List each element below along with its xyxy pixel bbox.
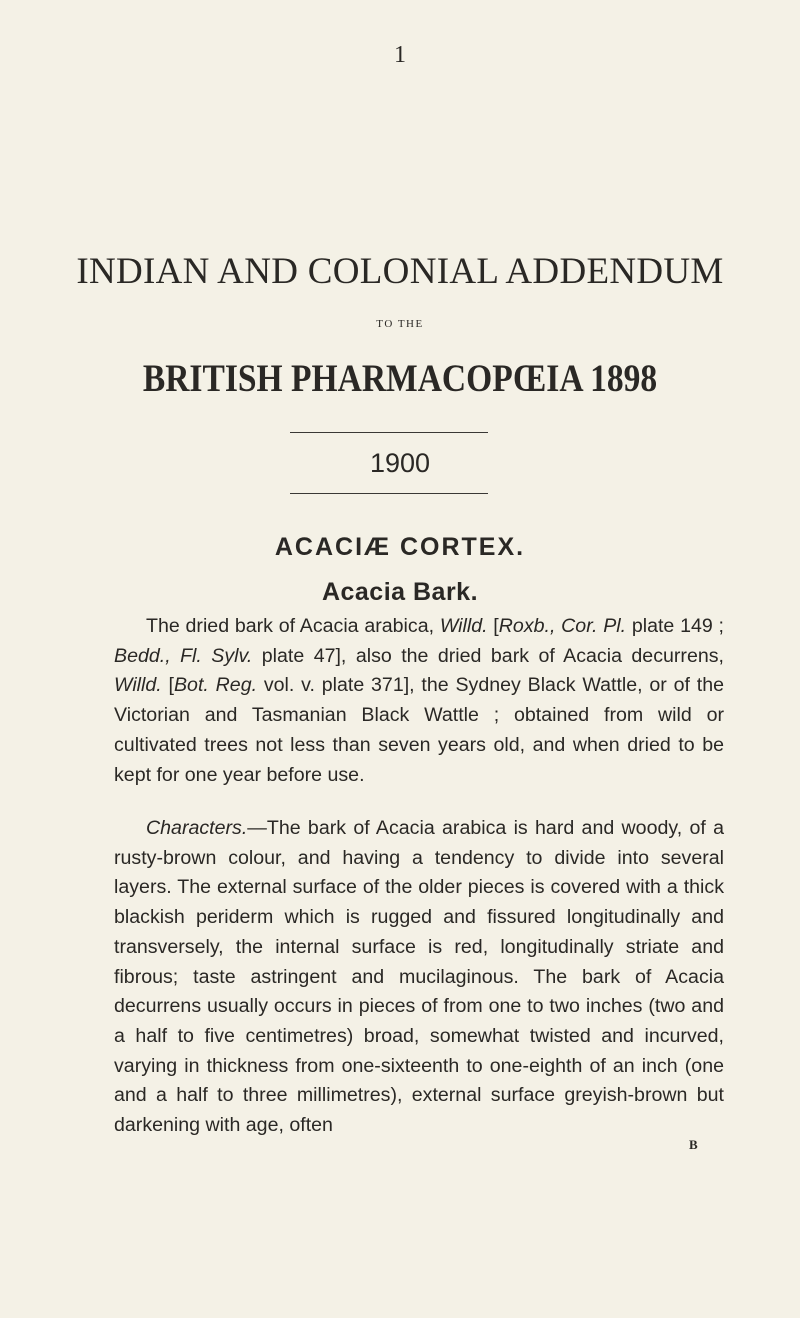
publication-year: 1900 [369, 448, 431, 478]
characters-label: Characters. [146, 817, 248, 839]
citation-reference: Roxb., Cor. Pl. [498, 615, 627, 637]
citation-reference: Bedd., Fl. Sylv. [114, 644, 253, 667]
text-run: plate 149 ; [626, 615, 724, 637]
section-heading: ACACIÆ CORTEX. [274, 533, 526, 561]
section-subheading: Acacia Bark. [321, 578, 479, 606]
text-run: vol. v. plate 371], the Sydney Black Wattle, or of the Victorian and Tasmanian Black Wattle ; obtained from wild or cultivated trees not less than seven years old, and when dried to be kept for one year before use. [114, 674, 725, 786]
citation-reference: Bot. Reg. [173, 674, 258, 697]
bottom-rule [290, 493, 488, 494]
text-run: The dried bark of Acacia arabica, [146, 615, 440, 637]
page-number: 1 [394, 42, 406, 68]
characters-text: —The bark of Acacia arabica is hard and woody, of a rusty-brown colour, and having a tendency to divide into several layers. The external surface of the older pieces is covered with a thick blackish periderm which is rugged and fissured longitudinally and transversely, the internal surface is red, longitudinally striate and fibrous; taste astringent and mucilaginous. The bark of Acacia decurrens usually occurs in pieces of from one to two inches (two and a half to five centimetres) broad, somewhat twisted and incurved, varying in thickness from one-sixteenth to one-eighth of an inch (one and a half to three millimetres), external surface greyish-brown but darkening with age, often [114, 817, 724, 1137]
citation-author: Willd. [114, 674, 162, 697]
signature-mark: B [689, 1137, 698, 1152]
to-the-label: TO THE [376, 318, 424, 330]
text-run: [ [487, 615, 499, 637]
top-rule [290, 432, 488, 433]
main-title: INDIAN AND COLONIAL ADDENDUM [76, 251, 724, 292]
paragraph-characters [114, 814, 724, 1141]
sub-title: BRITISH PHARMACOPŒIA 1898 [142, 357, 658, 400]
text-run: [ [161, 674, 174, 697]
citation-author: Willd. [439, 615, 488, 637]
paragraph-description [114, 612, 724, 790]
text-run: plate 47], also the dried bark of Acacia decurrens, [252, 644, 724, 667]
